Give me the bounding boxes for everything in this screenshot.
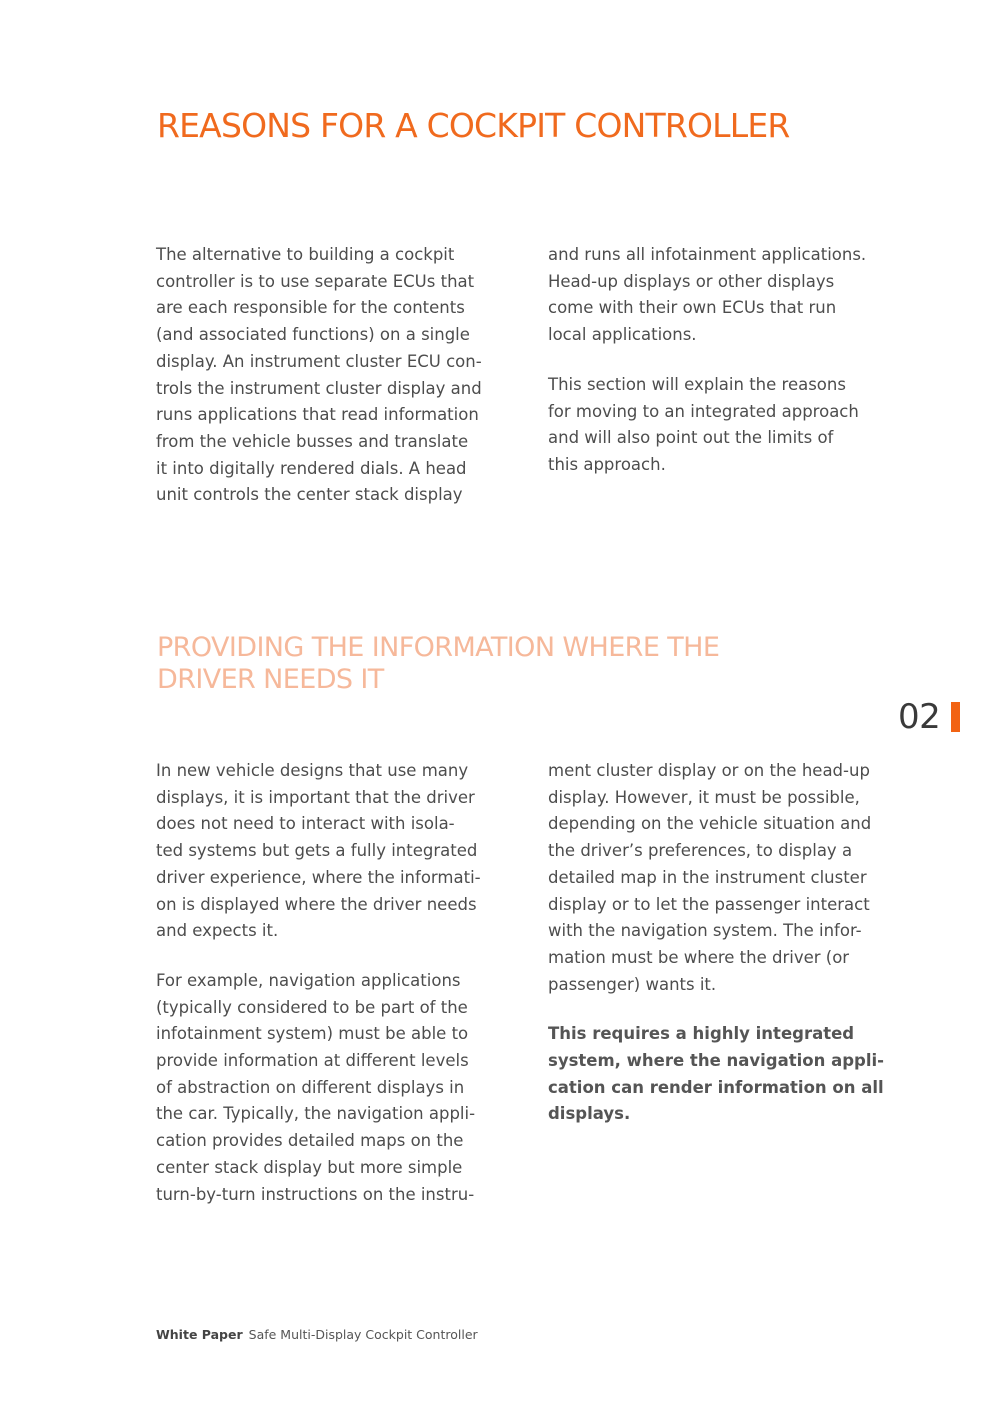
text-line: ment cluster display or on the head-up [548,761,870,780]
text-line: driver experience, where the informati- [156,867,481,887]
text-line: depending on the vehicle situation and [548,814,872,834]
text-line: and will also point out the limits of [548,428,834,448]
text-line: passenger) wants it. [548,974,717,994]
body-right-paragraph-1 [548,758,878,998]
page-number: 02 [898,697,941,737]
text-line: runs applications that read information [156,405,479,425]
text-line: (typically considered to be part of the [156,997,468,1017]
text-line: are each responsible for the contents [156,298,465,318]
intro-right-paragraph-2 [548,372,878,479]
text-line: and expects it. [156,921,279,941]
text-line: This requires a highly integrated [548,1024,855,1044]
text-line: does not need to interact with isola- [156,814,455,834]
body-right-bold-paragraph [548,1021,885,1128]
footer-title: Safe Multi-Display Cockpit Controller [248,1327,478,1342]
text-line: display or to let the passenger interact [548,894,870,914]
text-line: the car. Typically, the navigation appli- [156,1104,476,1124]
text-line: For example, navigation applications [156,970,461,990]
section-title: REASONS FOR A COCKPIT CONTROLLER [157,106,790,145]
text-line: The alternative to building a cockpit [156,245,455,264]
text-line: Head-up displays or other displays [548,271,835,291]
text-line: controller is to use separate ECUs that [156,271,475,291]
text-line: trols the instrument cluster display and [156,378,482,398]
body-right-column [548,758,885,1151]
text-line: for moving to an integrated approach [548,401,859,421]
text-line: unit controls the center stack display [156,485,463,505]
text-line: on is displayed where the driver needs [156,894,477,914]
body-left-column [156,758,486,1231]
intro-left-column [156,242,486,532]
text-line: this approach. [548,454,666,474]
body-left-paragraph-1 [156,758,486,945]
text-line: turn-by-turn instructions on the instru- [156,1184,475,1204]
text-line: This section will explain the reasons [548,374,846,394]
text-line: provide information at different levels [156,1051,469,1071]
text-line: display. An instrument cluster ECU con- [156,351,482,371]
text-line: cation provides detailed maps on the [156,1131,464,1151]
subsection-title [157,632,719,696]
text-line: ted systems but gets a fully integrated [156,841,478,861]
text-line: system, where the navigation appli- [548,1051,885,1071]
text-line: infotainment system) must be able to [156,1024,469,1044]
footer-label: White Paper [156,1327,243,1342]
page-marker-bar [951,702,960,732]
text-line: local applications. [548,325,697,345]
text-line: displays, it is important that the driver [156,787,475,807]
text-line: mation must be where the driver (or [548,947,850,967]
intro-right-paragraph-1 [548,242,878,349]
text-line: center stack display but more simple [156,1157,463,1177]
text-line: In new vehicle designs that use many [156,761,469,780]
intro-right-column [548,242,878,502]
text-line: display. However, it must be possible, [548,787,860,807]
subsection-title-line-2: DRIVER NEEDS IT [157,664,384,695]
text-line: come with their own ECUs that run [548,298,837,318]
text-line: (and associated functions) on a single [156,325,470,345]
text-line: from the vehicle busses and translate [156,431,469,451]
subsection-title-line-1: PROVIDING THE INFORMATION WHERE THE [157,632,720,663]
text-line: displays. [548,1104,631,1124]
text-line: cation can render information on all [548,1077,884,1097]
text-line: the driver’s preferences, to display a [548,841,853,861]
footer [156,1327,478,1342]
text-line: detailed map in the instrument cluster [548,867,867,887]
text-line: of abstraction on different displays in [156,1077,465,1097]
text-line: with the navigation system. The infor- [548,921,862,941]
text-line: it into digitally rendered dials. A head [156,458,467,478]
text-line: and runs all infotainment applications. [548,245,867,264]
body-left-paragraph-2 [156,968,486,1208]
intro-left-paragraph [156,242,486,509]
